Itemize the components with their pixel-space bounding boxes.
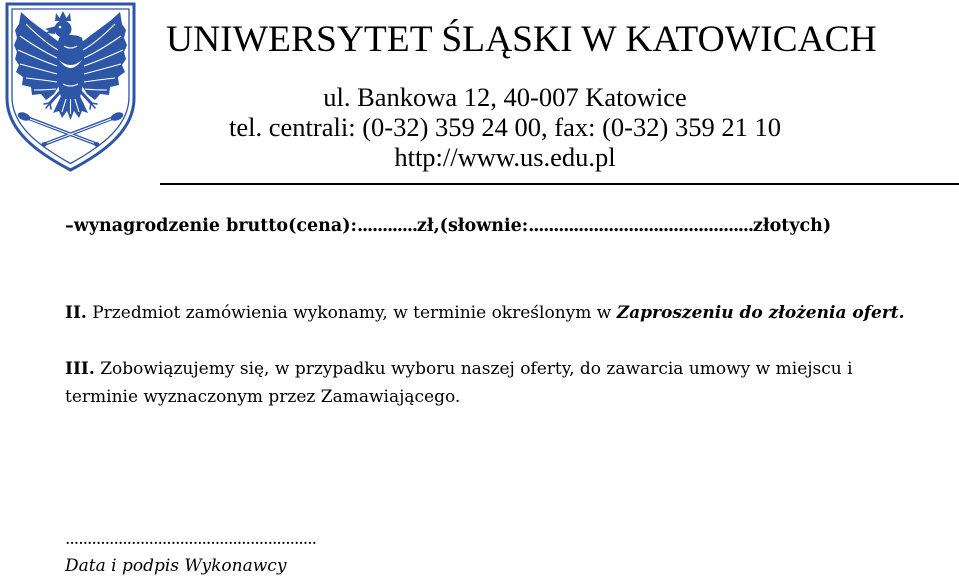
- header-divider: [160, 183, 959, 185]
- price-line: [65, 218, 831, 236]
- section-3-number: III.: [65, 359, 95, 379]
- website-url: http://www.us.edu.pl: [394, 142, 616, 172]
- amount-blank: ............: [356, 216, 417, 236]
- amount-words-label: zł,(słownie:: [416, 216, 529, 236]
- currency-suffix: złotych): [752, 216, 832, 236]
- section-3-line-1: [65, 361, 853, 378]
- eagle-eye: [59, 26, 62, 29]
- signature-blank: .........................................................: [65, 529, 317, 549]
- price-label: –wynagrodzenie brutto(cena):: [65, 216, 357, 236]
- phone-fax: tel. centrali: (0-32) 359 24 00, fax: (0-32) 359 21 10: [229, 112, 781, 142]
- university-emblem-icon: [0, 0, 142, 175]
- postal-address: ul. Bankowa 12, 40-007 Katowice: [323, 82, 687, 112]
- amount-words-blank: .............................................: [528, 216, 753, 236]
- section-3-line-2: terminie wyznaczonym przez Zamawiającego.: [65, 387, 461, 407]
- institution-name: UNIWERSYTET ŚLĄSKI W KATOWICACH: [166, 19, 877, 60]
- section-3-text: Zobowiązujemy się, w przypadku wyboru naszej oferty, do zawarcia umowy w miejscu i: [100, 359, 853, 379]
- section-2-number: II.: [65, 303, 87, 323]
- section-2-text: Przedmiot zamówienia wykonamy, w terminie określonym w: [92, 303, 612, 323]
- section-2: [65, 305, 905, 322]
- signature-caption: Data i podpis Wykonawcy: [65, 556, 287, 576]
- invitation-reference: Zaproszeniu do złożenia ofert.: [616, 303, 905, 323]
- eagle-head: [55, 21, 72, 38]
